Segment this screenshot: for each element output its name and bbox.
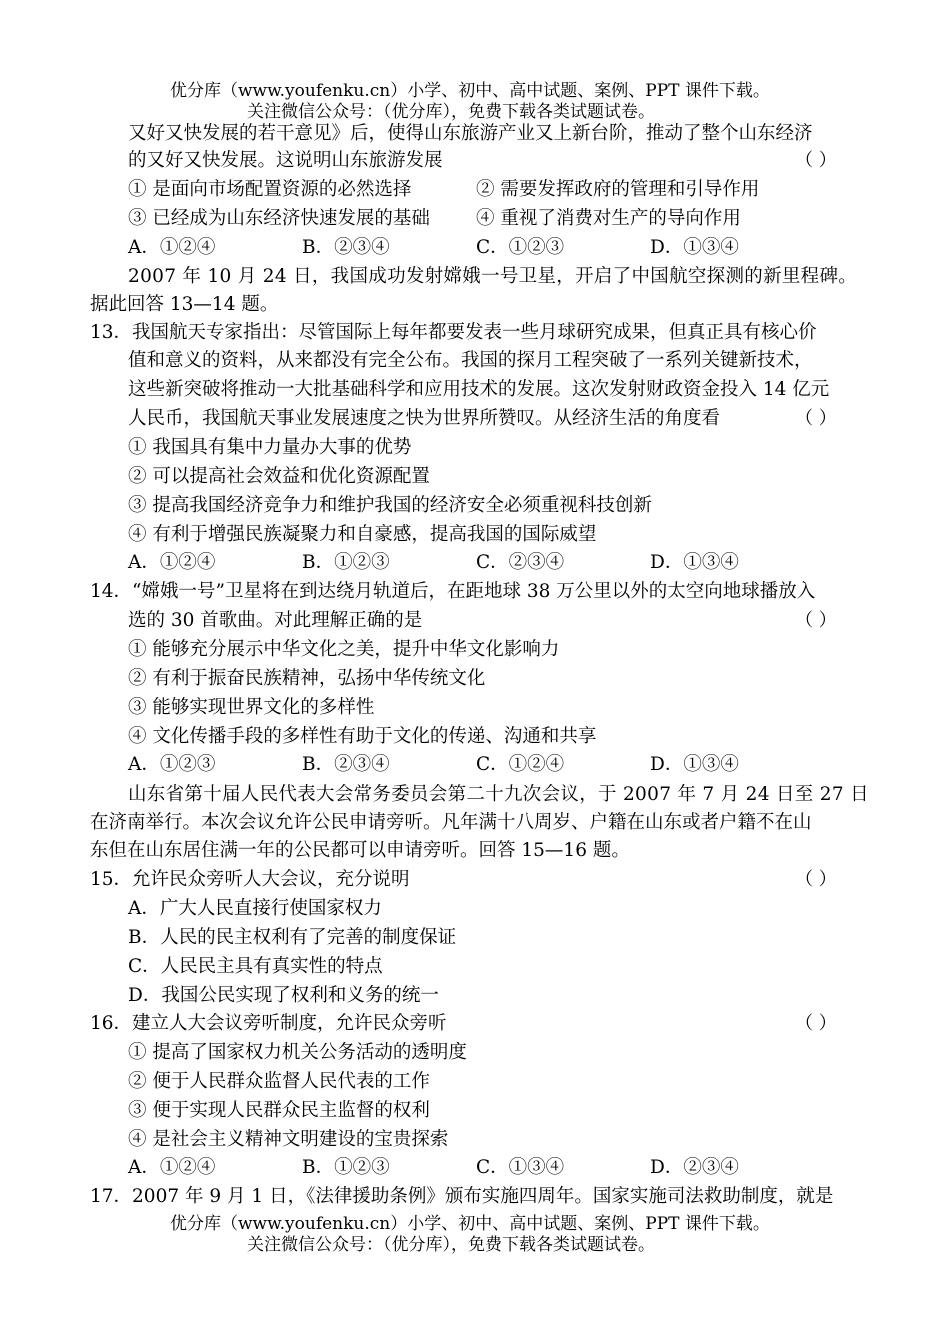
option-a: A．①②④	[128, 552, 216, 573]
footer-line-1: 优分库（www.youfenku.cn）小学、初中、高中试题、案例、PPT 课件下载。	[170, 1214, 770, 1234]
intro-15-16-line-2: 在济南举行。本次会议允许公民申请旁听。凡年满十八周岁、户籍在山东或者户籍不在山	[90, 812, 812, 833]
statement-2: ② 需要发挥政府的管理和引导作用	[476, 179, 760, 200]
option-b: B．人民的民主权利有了完善的制度保证	[128, 927, 457, 948]
option-c: C．①②④	[476, 754, 565, 775]
option-c: C．①②③	[476, 237, 565, 258]
question-17-line-1: 17．2007 年 9 月 1 日，《法律援助条例》颁布实施四周年。国家实施司法救助制度，就是	[90, 1186, 834, 1207]
question-12-line-2: 的又好又快发展。这说明山东旅游发展	[128, 150, 443, 171]
footer-line-2: 关注微信公众号：（优分库），免费下载各类试题试卷。	[247, 1235, 655, 1255]
statement-3: ③ 便于实现人民群众民主监督的权利	[128, 1100, 430, 1121]
option-b: B．①②③	[302, 1157, 390, 1178]
question-12-line-1: 又好又快发展的若干意见》后，使得山东旅游产业又上新台阶，推动了整个山东经济	[128, 123, 813, 144]
statement-3: ③ 提高我国经济竞争力和维护我国的经济安全必须重视科技创新	[128, 495, 652, 516]
statement-1: ① 我国具有集中力量办大事的优势	[128, 437, 412, 458]
statement-1: ① 是面向市场配置资源的必然选择	[128, 179, 412, 200]
option-d: D．①③④	[650, 552, 739, 573]
option-a: A．①②④	[128, 237, 216, 258]
option-b: B．②③④	[302, 754, 390, 775]
option-a: A．广大人民直接行使国家权力	[128, 898, 382, 919]
answer-bracket: （ ）	[795, 150, 837, 171]
statement-2: ② 便于人民群众监督人民代表的工作	[128, 1071, 430, 1092]
header-line-2: 关注微信公众号：（优分库），免费下载各类试题试卷。	[247, 102, 655, 122]
answer-bracket: （ ）	[795, 1013, 837, 1034]
option-a: A．①②③	[128, 754, 216, 775]
statement-4: ④ 文化传播手段的多样性有助于文化的传递、沟通和共享	[128, 726, 597, 747]
option-b: B．②③④	[302, 237, 390, 258]
statement-2: ② 有利于振奋民族精神，弘扬中华传统文化	[128, 668, 486, 689]
option-c: C．人民民主具有真实性的特点	[128, 956, 383, 977]
question-14-line-2: 选的 30 首歌曲。对此理解正确的是	[128, 610, 423, 631]
statement-4: ④ 是社会主义精神文明建设的宝贵探索	[128, 1129, 449, 1150]
statement-2: ② 可以提高社会效益和优化资源配置	[128, 466, 430, 487]
statement-4: ④ 有利于增强民族凝聚力和自豪感，提高我国的国际威望	[128, 524, 597, 545]
answer-bracket: （ ）	[795, 869, 837, 890]
option-b: B．①②③	[302, 552, 390, 573]
option-c: C．①③④	[476, 1157, 565, 1178]
intro-15-16-line-3: 东但在山东居住满一年的公民都可以申请旁听。回答 15—16 题。	[90, 840, 630, 861]
statement-1: ① 提高了国家权力机关公务活动的透明度	[128, 1042, 467, 1063]
question-13-line-3: 这些新突破将推动一大批基础科学和应用技术的发展。这次发射财政资金投入 14 亿元	[128, 379, 830, 400]
intro-13-14-line-2: 据此回答 13—14 题。	[90, 294, 279, 315]
statement-3: ③ 已经成为山东经济快速发展的基础	[128, 208, 430, 229]
question-14-line-1: 14．“嫦娥一号”卫星将在到达绕月轨道后，在距地球 38 万公里以外的太空向地球播放入	[90, 581, 816, 602]
option-d: D．①③④	[650, 754, 739, 775]
option-c: C．②③④	[476, 552, 565, 573]
question-13-line-4: 人民币，我国航天事业发展速度之快为世界所赞叹。从经济生活的角度看	[128, 408, 721, 429]
question-13-line-2: 值和意义的资料，从来都没有完全公布。我国的探月工程突破了一系列关键新技术，	[128, 350, 813, 371]
question-16-line-1: 16．建立人大会议旁听制度，允许民众旁听	[90, 1013, 447, 1034]
question-15-line-1: 15．允许民众旁听人大会议，充分说明	[90, 869, 410, 890]
option-a: A．①②④	[128, 1157, 216, 1178]
statement-1: ① 能够充分展示中华文化之美，提升中华文化影响力	[128, 639, 560, 660]
statement-4: ④ 重视了消费对生产的导向作用	[476, 208, 741, 229]
option-d: D．②③④	[650, 1157, 739, 1178]
answer-bracket: （ ）	[795, 408, 837, 429]
header-line-1: 优分库（www.youfenku.cn）小学、初中、高中试题、案例、PPT 课件下载。	[170, 81, 770, 101]
option-d: D．我国公民实现了权利和义务的统一	[128, 985, 439, 1006]
option-d: D．①③④	[650, 237, 739, 258]
answer-bracket: （ ）	[795, 610, 837, 631]
intro-15-16-line-1: 山东省第十届人民代表大会常务委员会第二十九次会议，于 2007 年 7 月 24 日至 27 日	[128, 784, 869, 805]
statement-3: ③ 能够实现世界文化的多样性	[128, 697, 375, 718]
question-13-line-1: 13．我国航天专家指出：尽管国际上每年都要发表一些月球研究成果，但真正具有核心价	[90, 322, 817, 343]
intro-13-14-line-1: 2007 年 10 月 24 日，我国成功发射嫦娥一号卫星，开启了中国航空探测的新里程碑。	[128, 266, 858, 287]
